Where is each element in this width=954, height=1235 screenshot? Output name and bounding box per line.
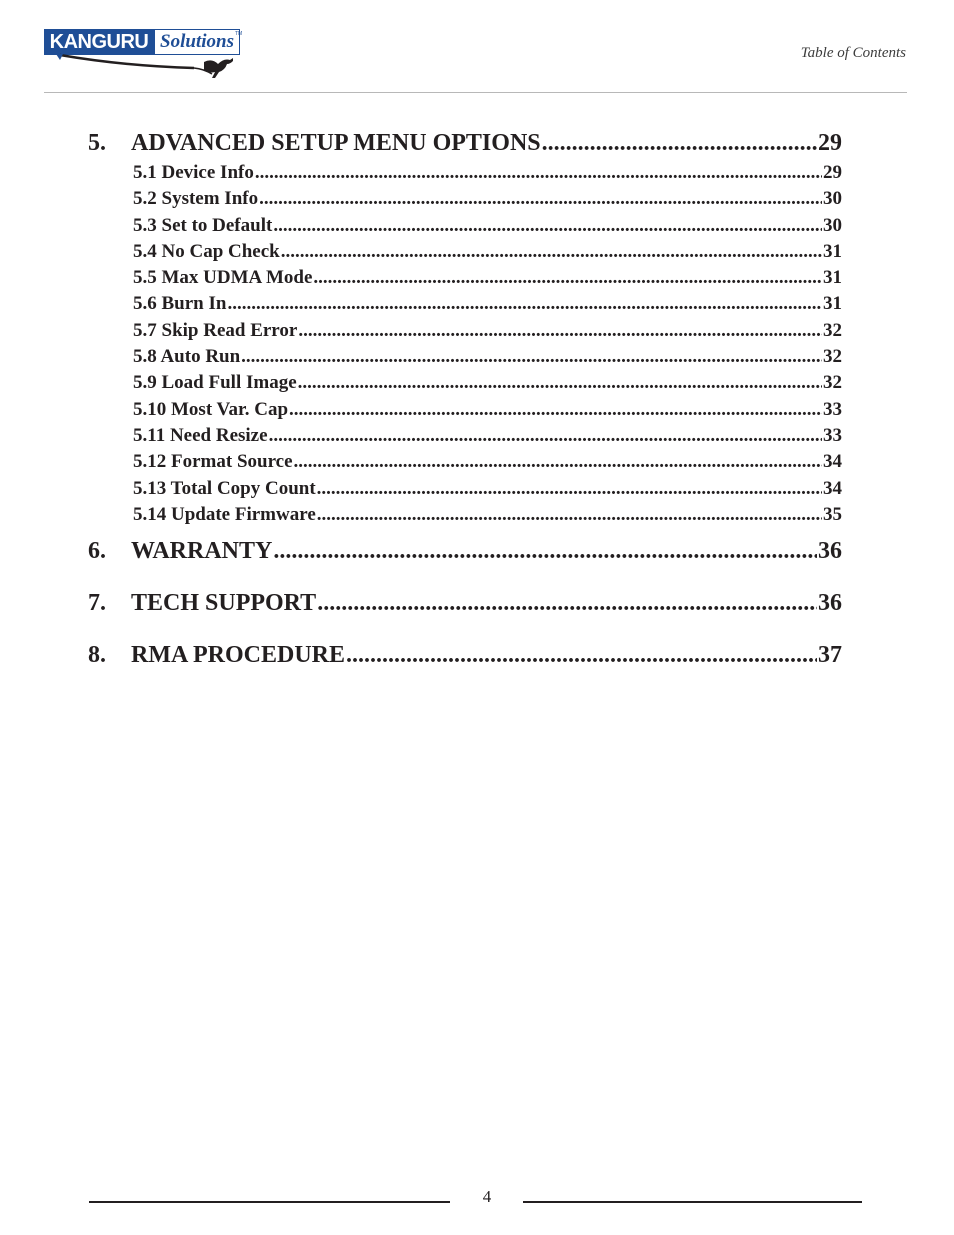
toc-subentry-title: 5.4 No Cap Check [133,240,280,262]
dot-leader [317,590,817,617]
toc-subentry[interactable] [133,162,842,188]
toc-subentry-page: 32 [823,346,842,368]
toc-subentry-title: 5.12 Format Source [133,451,293,473]
toc-subentry-page: 33 [823,398,842,420]
toc-subentry-page: 30 [823,214,842,236]
toc-subentry[interactable] [133,451,842,477]
toc-entry-title: TECH SUPPORT [131,590,317,617]
toc-subentry-title: 5.6 Burn In [133,293,227,315]
toc-entry-title: ADVANCED SETUP MENU OPTIONS [131,130,541,156]
toc-entry-page: 36 [818,590,842,617]
dot-leader [227,293,822,315]
logo-trademark: TM [235,31,243,37]
dot-leader [317,504,822,526]
header-section-title: Table of Contents [800,45,906,61]
toc-subentry-page: 31 [823,267,842,289]
dot-leader [317,478,822,500]
kanguru-logo [44,28,243,82]
logo-brand: KANGURU [44,29,154,55]
toc-entry-title: WARRANTY [131,538,273,565]
toc-entry-number: 8. [88,642,106,669]
toc-subentry[interactable] [133,215,842,241]
toc-entry-number: 5. [88,130,106,156]
dot-leader [298,320,822,342]
dot-leader [298,372,822,394]
toc-entry-section-5[interactable] [88,130,842,162]
toc-subentry[interactable] [133,267,842,293]
toc-subentry-page: 31 [823,293,842,315]
kangaroo-swoosh-icon [44,52,240,82]
dot-leader [313,267,822,289]
toc-entry-page: 36 [818,538,842,565]
toc-subentry-title: 5.3 Set to Default [133,214,273,236]
toc-subentry-title: 5.9 Load Full Image [133,372,297,394]
toc-subentry[interactable] [133,425,842,451]
footer-page-number: 4 [482,1187,492,1206]
toc-subentry-title: 5.14 Update Firmware [133,503,316,525]
toc-subentry[interactable] [133,504,842,530]
toc-subentry-title: 5.11 Need Resize [133,424,268,446]
toc-entry-section-7[interactable] [88,590,842,622]
toc-subentry[interactable] [133,372,842,398]
toc-entry-title: RMA PROCEDURE [131,642,345,669]
table-of-contents [88,130,842,674]
toc-subentry-page: 34 [823,451,842,473]
footer-rule-left [89,1201,450,1203]
toc-entry-number: 6. [88,538,106,565]
toc-entry-page: 37 [818,642,842,669]
toc-subentry-title: 5.8 Auto Run [133,346,241,368]
toc-subentry-page: 30 [823,188,842,210]
toc-entry-number: 7. [88,590,106,617]
toc-subentry[interactable] [133,399,842,425]
dot-leader [281,241,822,263]
toc-subentry-title: 5.13 Total Copy Count [133,477,316,499]
toc-subentry-title: 5.2 System Info [133,188,259,210]
toc-subentry[interactable] [133,188,842,214]
dot-leader [273,215,822,237]
dot-leader [255,162,822,184]
dot-leader [289,399,822,421]
dot-leader [269,425,822,447]
spacer [88,530,842,538]
toc-subentry[interactable] [133,241,842,267]
toc-entry-section-8[interactable] [88,642,842,674]
toc-subentry-page: 31 [823,240,842,262]
toc-subentry-title: 5.5 Max UDMA Mode [133,267,313,289]
toc-subentry[interactable] [133,478,842,504]
toc-subentry-page: 32 [823,319,842,341]
toc-subentry-title: 5.1 Device Info [133,162,254,183]
dot-leader [273,538,817,565]
toc-subentry-page: 35 [823,503,842,525]
dot-leader [259,188,822,210]
dot-leader [241,346,822,368]
toc-subentry[interactable] [133,293,842,319]
toc-subentry[interactable] [133,320,842,346]
toc-subentry-page: 34 [823,477,842,499]
toc-subentry-page: 29 [823,162,842,183]
toc-subentry-page: 32 [823,372,842,394]
header-divider [44,92,907,93]
dot-leader [542,130,817,157]
footer-rule-right [523,1201,862,1203]
spacer [88,622,842,642]
toc-entry-page: 29 [818,130,842,156]
spacer [88,570,842,590]
toc-subentry-title: 5.10 Most Var. Cap [133,398,289,420]
logo-tagline: Solutions [154,29,240,55]
dot-leader [294,451,822,473]
toc-subentry-title: 5.7 Skip Read Error [133,319,298,341]
dot-leader [346,642,817,669]
toc-subentry[interactable] [133,346,842,372]
toc-entry-section-6[interactable] [88,538,842,570]
toc-subentry-page: 33 [823,424,842,446]
